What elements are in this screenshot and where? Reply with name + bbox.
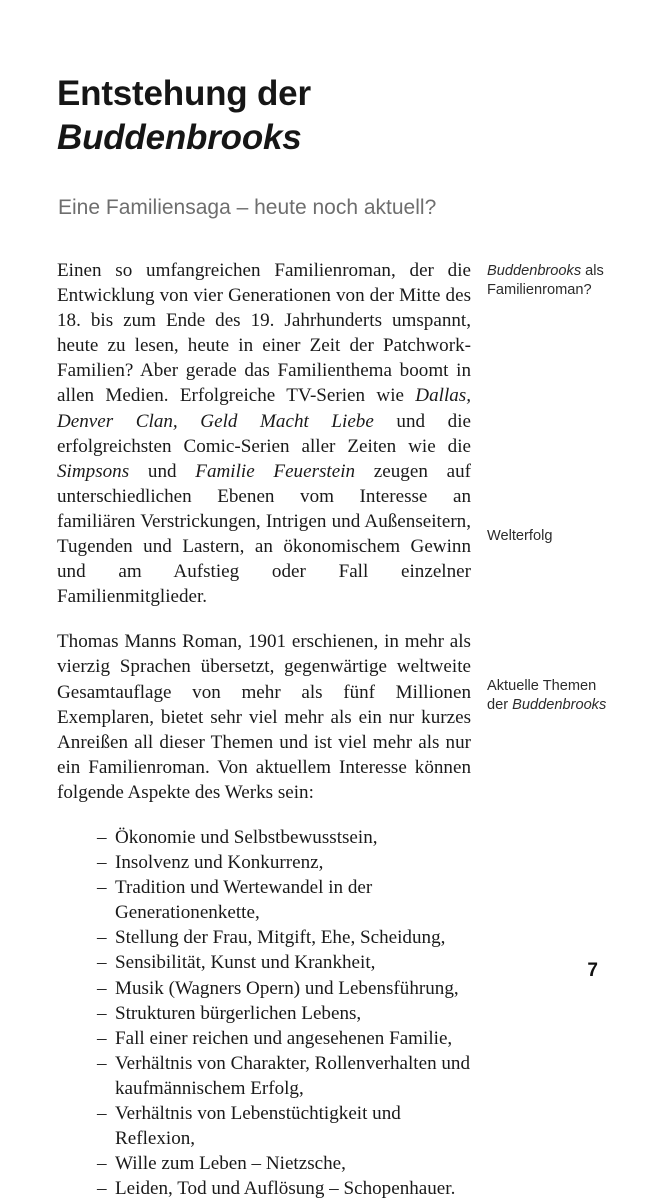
text-run: als Familienroman? xyxy=(487,263,604,298)
text-run: und die erfolgreichsten Comic-Serien aller Zeiten wie die xyxy=(57,410,471,457)
list-item-label: Wille zum Leben – Nietzsche, xyxy=(115,1153,346,1175)
italic-run: Familie Feuerstein xyxy=(195,460,356,482)
list-item xyxy=(97,850,471,875)
list-bullet-dash: – xyxy=(97,927,107,949)
text-run: und xyxy=(129,460,196,482)
text-run: Welterfolg xyxy=(487,528,553,544)
body-text-column xyxy=(57,258,471,1201)
italic-run: Buddenbrooks xyxy=(487,263,582,279)
paragraph-1 xyxy=(57,258,471,609)
list-item-label: Insolvenz und Konkurrenz, xyxy=(115,852,324,874)
list-item-label: Tradition und Wertewandel in der Generationenkette, xyxy=(115,877,373,924)
aspects-list xyxy=(57,825,471,1201)
list-item-label: Verhältnis von Charakter, Rollenverhalten und kaufmännischem Erfolg, xyxy=(115,1052,471,1099)
list-item-label: Strukturen bürgerlichen Lebens, xyxy=(115,1002,362,1024)
page-title xyxy=(57,72,477,160)
margin-note-aktuelle-themen xyxy=(487,677,617,715)
list-item-label: Verhältnis von Lebenstüchtigkeit und Reflexion, xyxy=(115,1103,401,1150)
list-bullet-dash: – xyxy=(97,1153,107,1175)
text-run: Einen so umfangreichen Familienroman, der die Entwicklung von vier Generationen von der Mitte des 18. bis zum Ende des 19. Jahrhunderts umspannt, heute zu lesen, heute in einer Zeit der Patchwork-Familien? Aber gerade das Familienthema boomt in allen Medien. Erfolgreiche TV-Serien wie xyxy=(57,260,471,407)
list-item xyxy=(97,1176,471,1201)
list-item xyxy=(97,825,471,850)
list-item xyxy=(97,925,471,950)
list-bullet-dash: – xyxy=(97,826,107,848)
margin-note-familienroman xyxy=(487,262,617,300)
list-item-label: Sensibilität, Kunst und Krankheit, xyxy=(115,952,376,974)
list-item-label: Musik (Wagners Opern) und Lebensführung, xyxy=(115,977,459,999)
list-bullet-dash: – xyxy=(97,977,107,999)
text-run: zeugen auf unterschiedlichen Ebenen vom Interesse an familiären Verstrickungen, Intrigen und Außenseitern, Tugenden und Lastern, an ökonomischem Gewinn und am Aufstieg oder Fall einzelner Familienmitglieder. xyxy=(57,460,471,608)
list-item-label: Fall einer reichen und angesehenen Familie, xyxy=(115,1027,453,1049)
list-item xyxy=(97,1026,471,1051)
list-item xyxy=(97,1001,471,1026)
list-bullet-dash: – xyxy=(97,1002,107,1024)
list-bullet-dash: – xyxy=(97,1178,107,1200)
page-subtitle: Eine Familiensaga – heute noch aktuell? xyxy=(58,196,437,219)
margin-note-welterfolg xyxy=(487,527,617,546)
list-item xyxy=(97,1051,471,1101)
text-run: Aktuelle Themen der xyxy=(487,678,597,713)
list-bullet-dash: – xyxy=(97,877,107,899)
list-bullet-dash: – xyxy=(97,1052,107,1074)
page-number: 7 xyxy=(587,960,598,981)
paragraph-2 xyxy=(57,629,471,805)
text-run: Thomas Manns Roman, 1901 erschienen, in mehr als vierzig Sprachen übersetzt, gegenwärtige weltweite Gesamtauflage von mehr als fünf Millionen Exemplaren, bietet sehr viel mehr als ein nur kurzes Anreißen all dieser Themen und ist viel mehr als nur ein Familienroman. Von aktuellem Interesse können folgende Aspekte des Werks sein: xyxy=(57,631,471,803)
list-item xyxy=(97,1101,471,1151)
list-bullet-dash: – xyxy=(97,1103,107,1124)
page-title-line-1: Entstehung der xyxy=(57,74,311,113)
list-bullet-dash: – xyxy=(97,952,107,974)
italic-run: Simpsons xyxy=(57,460,130,482)
list-item-label: Stellung der Frau, Mitgift, Ehe, Scheidung, xyxy=(115,927,446,949)
list-item-label: Leiden, Tod und Auflösung – Schopenhauer. xyxy=(115,1178,456,1200)
page-title-line-2: Buddenbrooks xyxy=(57,118,302,157)
list-bullet-dash: – xyxy=(97,852,107,874)
list-item xyxy=(97,1151,471,1176)
italic-run: Buddenbrooks xyxy=(512,697,607,713)
italic-run: Dallas, Denver Clan, Geld Macht Liebe xyxy=(57,385,471,432)
list-item xyxy=(97,875,471,925)
list-bullet-dash: – xyxy=(97,1027,107,1049)
list-item-label: Ökonomie und Selbstbewusstsein, xyxy=(115,826,378,848)
